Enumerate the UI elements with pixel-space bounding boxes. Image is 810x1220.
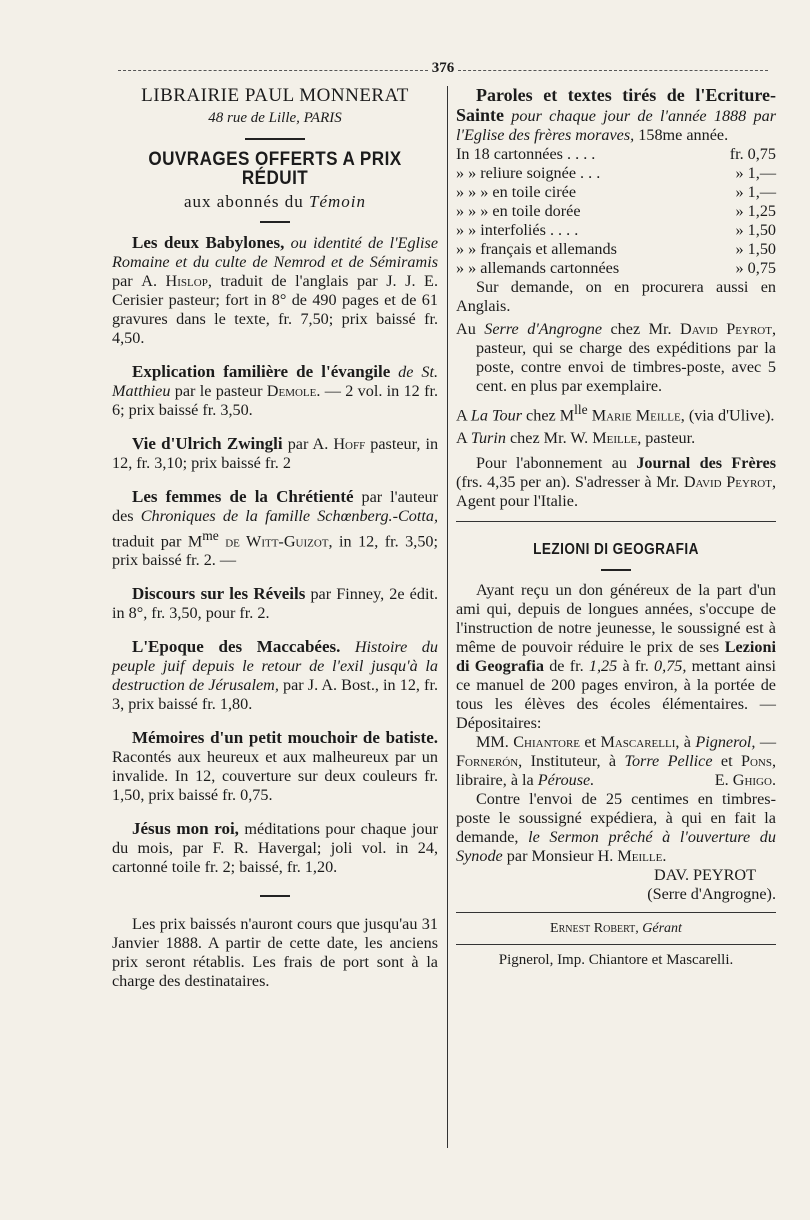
- closing-note: Les prix baissés n'auront cours que jusqu'au 31 Janvier 1888. A partir de cette date, les anciens prix seront rétablis. Les frais de port sont à la charge des destinataires.: [112, 915, 438, 991]
- agent-place: Serre d'Angrogne: [484, 320, 603, 338]
- lezioni-heading: LEZIONI DI GEOGRAFIA: [533, 541, 699, 559]
- price-value: » 1,—: [735, 183, 776, 201]
- entry-memoires: [112, 728, 438, 805]
- agent-text: Au: [456, 320, 476, 338]
- dep-text: —: [759, 733, 777, 752]
- offers-heading: OUVRAGES OFFERTS A PRIX RÉDUIT: [148, 149, 402, 189]
- agent-text: pasteur, qui se charge des expéditions par la poste, contre envoi de timbres-poste, avec 5 cent. en plus par exemplaire.: [476, 339, 776, 395]
- entry-sup: me: [202, 528, 219, 543]
- price-label: » » reliure soignée . . .: [456, 164, 601, 182]
- price-row: [456, 164, 776, 183]
- dep-name: Chiantore: [513, 733, 581, 752]
- sermon-text: Contre l'envoi de 25 centimes en timbres-poste le soussigné expédiera, à qui en fait la demande,: [456, 790, 776, 847]
- dep-signature: E. Ghigo.: [714, 771, 776, 790]
- lez-text: à fr.: [622, 657, 649, 676]
- sermon-title: le Sermon prêché à l'ouverture du Synode: [456, 828, 776, 866]
- sermon-text: par Monsieur H.: [506, 847, 614, 866]
- price-value: » 1,25: [735, 202, 776, 220]
- price-value: » 1,—: [735, 164, 776, 182]
- entry-babylones: [112, 233, 438, 348]
- abon-name: David Peyrot,: [683, 473, 776, 492]
- gerant-title: Gérant: [642, 921, 682, 937]
- price-value: fr. 0,75: [729, 145, 776, 163]
- dotted-rule-left: [118, 70, 428, 71]
- abon-text: (frs. 4,35 per an). S'adresser à Mr.: [456, 473, 680, 492]
- dep-place: Torre Pellice: [624, 752, 713, 771]
- entry-text: — 2 vol. in 12 fr. 6; prix baissé fr. 3,50.: [112, 382, 438, 419]
- dep-place: Pérouse.: [537, 771, 595, 790]
- agent-place: La Tour: [470, 406, 522, 425]
- printer-line: Pignerol, Imp. Chiantore et Mascarelli.: [498, 952, 734, 969]
- agent-serre: [456, 320, 776, 396]
- price-row: [456, 259, 776, 278]
- entry-author: Hoff: [333, 435, 366, 453]
- entry-italic: de St. Matthieu: [112, 363, 439, 400]
- entry-explication: [112, 362, 438, 420]
- offers-subheading: [112, 192, 438, 211]
- agent-text: A: [456, 406, 467, 425]
- entry-title: Les femmes de la Chrétienté: [132, 487, 354, 506]
- agent-name: David Peyrot,: [680, 320, 777, 338]
- subheading-journal: Témoin: [309, 192, 366, 211]
- subheading-text: aux abonnés du: [183, 192, 304, 211]
- sermon-author: Meille.: [617, 847, 667, 866]
- section-rule: [456, 521, 776, 522]
- entry-text: par: [112, 272, 133, 290]
- entry-title: Jésus mon roi,: [132, 819, 239, 839]
- abon-text: Pour l'abonnement au: [476, 454, 627, 473]
- signature-name: DAV. PEYROT: [654, 866, 756, 885]
- entry-text: traduit par M: [112, 532, 203, 551]
- agent-place: Turin: [470, 429, 506, 448]
- price-value: » 0,75: [735, 259, 776, 277]
- lez-price-new: 0,75,: [654, 657, 687, 676]
- lez-price-old: 1,25: [588, 657, 618, 676]
- column-divider: [447, 86, 448, 1148]
- entry-italic: Histoire du peuple juif depuis le retour de l'exil jusqu'à la destruction de Jérusalem,: [112, 638, 438, 695]
- agent-name: Meille,: [592, 429, 642, 448]
- lez-text: de fr.: [549, 657, 584, 676]
- agent-text: chez Mr. W.: [509, 429, 589, 448]
- price-label: » » français et allemands: [456, 240, 617, 258]
- gerant-name: Ernest Robert,: [550, 921, 639, 937]
- lez-text: mettant ainsi ce manuel de 200 pages environ, à la portée de tous les élèves des écoles élémentaires. — Dépositaires:: [456, 657, 777, 733]
- agent-latour: [456, 400, 776, 425]
- entry-text: traduit de l'anglais par J. J. E. Cerisier pasteur; fort in 8° de 490 pages et de 61 gravures dans le texte, fr. 7,50; prix baissé fr. 4,50.: [112, 272, 438, 347]
- dep-name: Mascarelli,: [600, 733, 680, 752]
- separator-short: [260, 895, 290, 897]
- agent-text: (via d'Ulive).: [688, 406, 775, 425]
- entry-jesus: [112, 819, 438, 877]
- dotted-rule-right: [458, 70, 768, 71]
- entry-author: Demole.: [266, 382, 321, 400]
- entry-text: par J. A. Bost., in 12, fr. 3, prix baissé fr. 1,80.: [112, 676, 438, 714]
- agent-text: chez M: [526, 406, 575, 425]
- entry-text: méditations pour chaque jour du mois, par F. R. Havergal; joli vol. in 24, cartonné toile fr. 2; baissé, fr. 1,20.: [112, 820, 438, 877]
- dep-text: à: [683, 733, 691, 752]
- also-english: Sur demande, on en procurera aussi en Anglais.: [456, 278, 776, 315]
- agent-name: Marie Meille,: [591, 406, 685, 425]
- price-row: [456, 240, 776, 259]
- price-row: [456, 202, 776, 221]
- paroles-heading: [456, 86, 776, 145]
- entry-zwingli: [112, 434, 438, 473]
- page-number-line: [118, 58, 768, 78]
- entry-italic: Chroniques de la famille Schœnberg.-Cotta,: [140, 507, 438, 525]
- left-column: [112, 86, 438, 991]
- depositaires: [456, 733, 776, 790]
- signature-place: (Serre d'Angrogne).: [647, 885, 776, 904]
- entry-author: A. Hislop,: [141, 272, 212, 290]
- entry-title: Vie d'Ulrich Zwingli: [132, 434, 283, 453]
- footer-rule: [456, 944, 776, 945]
- entry-text: par l'auteur des: [112, 488, 439, 525]
- separator-short: [260, 221, 290, 223]
- library-name: LIBRAIRIE PAUL MONNERAT: [141, 85, 409, 106]
- price-label: In 18 cartonnées . . . .: [456, 145, 596, 163]
- right-column: [456, 86, 776, 970]
- dep-text: MM.: [476, 733, 509, 752]
- abon-text: Agent pour l'Italie.: [456, 492, 579, 511]
- entry-discours: [112, 584, 438, 623]
- dep-text: et: [584, 733, 597, 752]
- separator-short: [601, 569, 631, 571]
- agent-text: A: [456, 429, 467, 448]
- entry-text: par le pasteur: [174, 382, 263, 400]
- entry-title: Mémoires d'un petit mouchoir de batiste.: [132, 728, 438, 748]
- price-label: » » allemands cartonnées: [456, 259, 620, 277]
- entry-italic: ou identité de l'Eglise Romaine et du culte de Nemrod et de Sémiramis: [112, 234, 439, 271]
- separator: [245, 138, 305, 140]
- entry-title: Les deux Babylones,: [132, 233, 285, 252]
- dep-text: Instituteur, à: [530, 752, 617, 771]
- lezioni-text: [456, 581, 776, 733]
- dep-text: libraire, à la: [456, 771, 534, 790]
- price-row: [456, 183, 776, 202]
- lez-text: Ayant reçu un don généreux de la part d'un ami qui, depuis de longues années, s'occupe de l'instruction de notre jeunesse, le soussigné est à même de pouvoir réduire le prix de ses: [456, 581, 776, 657]
- entry-title: Explication familière de l'évangile: [132, 362, 391, 381]
- lez-title: Lezioni di Geografia: [456, 638, 777, 676]
- entry-femmes: [112, 487, 438, 570]
- library-address: 48 rue de Lille, PARIS: [208, 110, 342, 126]
- entry-text: in 12, fr. 3,50; prix baissé fr. 2. —: [112, 532, 439, 570]
- price-table: [456, 145, 776, 278]
- price-row: [456, 145, 776, 164]
- price-row: [456, 221, 776, 240]
- subscription-note: [456, 454, 776, 511]
- page-number: 376: [431, 59, 455, 76]
- paroles-edition: 158me année.: [638, 126, 729, 144]
- dep-name: Fornerón,: [456, 752, 523, 771]
- sermon-note: [456, 790, 776, 866]
- entry-maccabees: [112, 637, 438, 714]
- agent-text: chez Mr.: [610, 320, 672, 338]
- entry-title: Discours sur les Réveils: [132, 584, 306, 604]
- price-label: » » interfoliés . . . .: [456, 221, 579, 239]
- footer-rule: [456, 912, 776, 913]
- entry-title: L'Epoque des Maccabées.: [132, 637, 341, 657]
- paroles-subtitle: pour chaque jour de l'année 1888 par l'Eglise des frères moraves,: [456, 107, 777, 144]
- dep-text: et: [720, 752, 733, 771]
- gerant-line: [456, 919, 776, 938]
- price-label: » » » en toile dorée: [456, 202, 581, 220]
- agent-text: pasteur.: [645, 429, 696, 448]
- price-value: » 1,50: [735, 240, 776, 258]
- agent-turin: [456, 429, 776, 448]
- dep-name: Pons,: [740, 752, 777, 771]
- entry-text: pasteur, in 12, fr. 3,10; prix baissé fr. 2: [112, 435, 439, 472]
- price-value: » 1,50: [735, 221, 776, 239]
- entry-author: de Witt-Guizot,: [225, 532, 333, 551]
- agent-sup: lle: [574, 402, 588, 417]
- dep-place: Pignerol,: [695, 733, 756, 752]
- entry-text: par Finney, 2e édit. in 8°, fr. 3,50, pour fr. 2.: [112, 585, 439, 623]
- entry-text: par A.: [287, 435, 329, 453]
- paroles-title: Paroles et textes tirés de l'Ecriture-Sainte: [456, 85, 776, 125]
- price-label: » » » en toile cirée: [456, 183, 577, 201]
- entry-text: Racontés aux heureux et aux malheureux par un invalide. In 12, couverture sur deux couleurs fr. 1,50, prix baissé fr. 0,75.: [112, 748, 438, 805]
- abon-journal: Journal des Frères: [636, 454, 777, 473]
